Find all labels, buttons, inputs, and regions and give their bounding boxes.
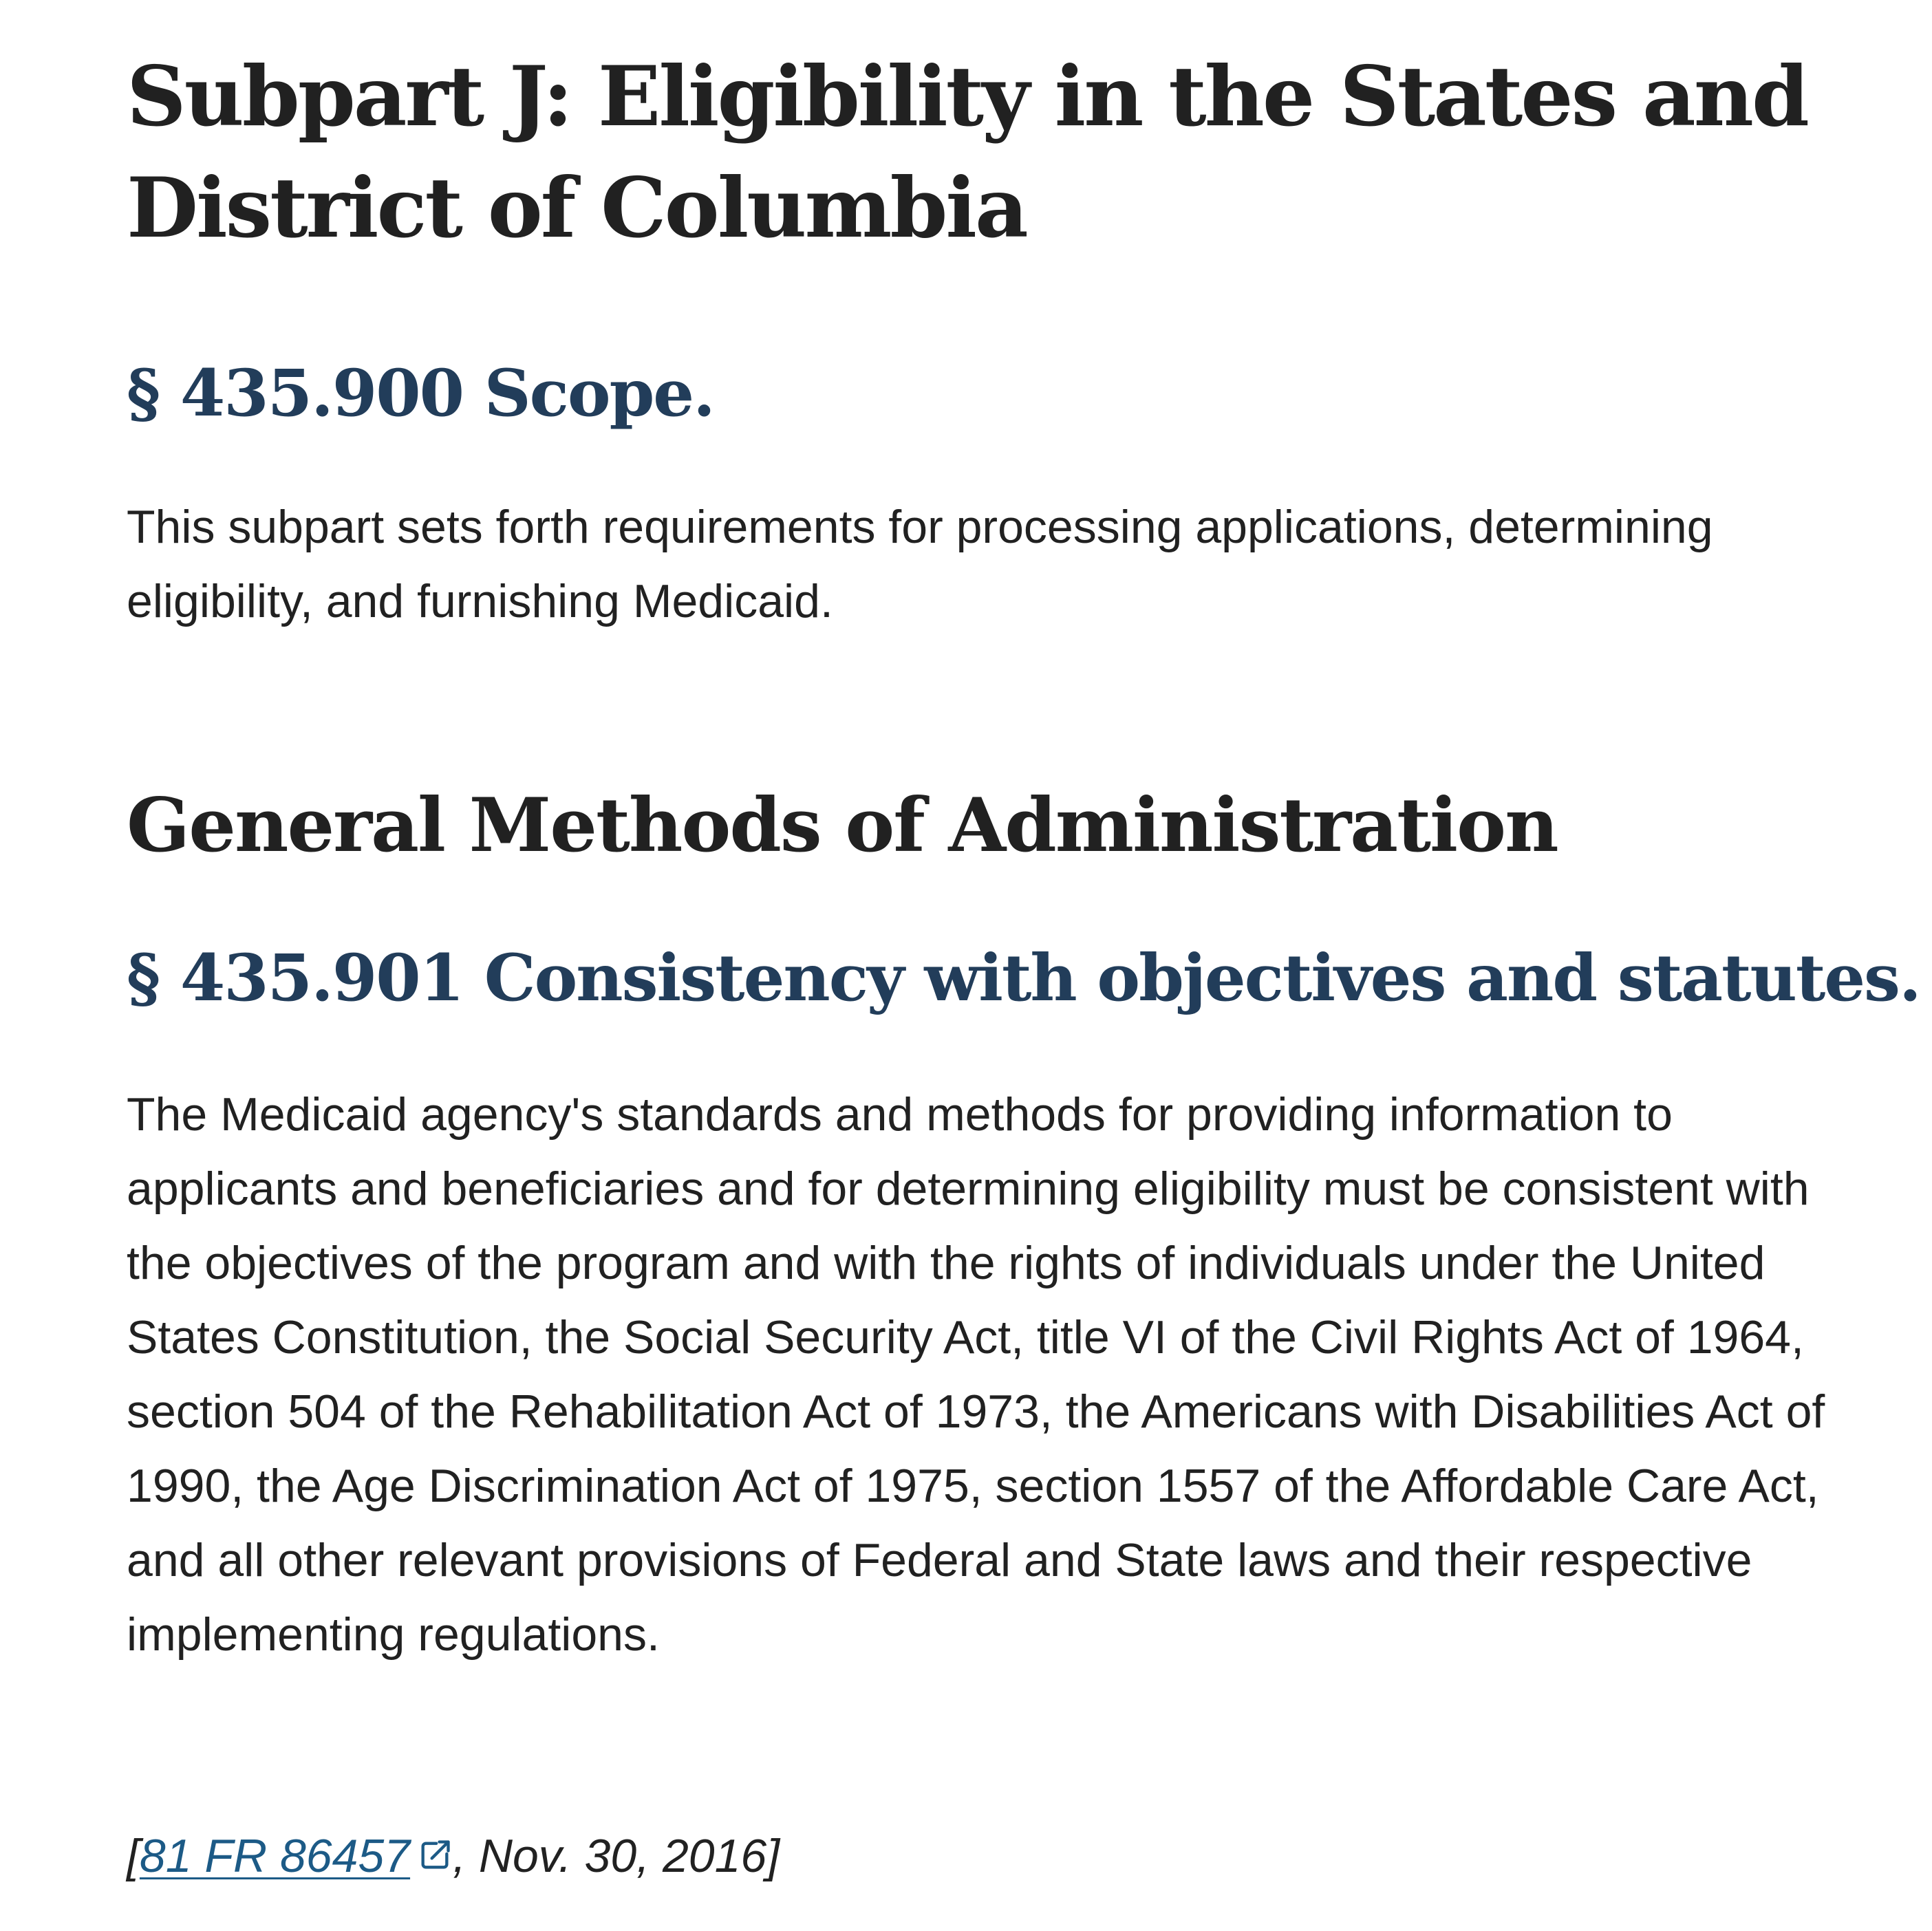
external-link-icon [417,1837,453,1873]
federal-register-link-text: 81 FR 86457 [139,1830,411,1882]
citation-date: , Nov. 30, 2016] [453,1830,780,1882]
section-text-435-901: The Medicaid agency's standards and methods for providing information to applicants and beneficiaries and for determining eligibility must be consistent with the objectives of the program and with the rights of individuals under the United States Constitution, the Social Security Act, title VI of the Civil Rights Act of 1964, section 504 of the Rehabilitation Act of 1973, the Americans with Disabilities Act of 1990, the Age Discrimination Act of 1975, section 1557 of the Affordable Care Act, and all other relevant provisions of Federal and State laws and their respective implementing regulations. [127,1088,1825,1661]
citation-open-bracket: [ [127,1830,140,1882]
source-citation [127,1819,780,1893]
section-heading-435-901: § 435.901 Consistency with objectives and statutes. [127,940,1920,1016]
section-text-435-900: This subpart sets forth requirements for processing applications, determining eligibility, and furnishing Medicaid. [127,501,1713,627]
federal-register-link[interactable] [140,1830,453,1882]
group-heading: General Methods of Administration [127,782,1558,869]
subpart-title: Subpart J: Eligibility in the States and District of Columbia [127,48,1807,257]
section-heading-435-900: § 435.900 Scope. [127,356,714,431]
